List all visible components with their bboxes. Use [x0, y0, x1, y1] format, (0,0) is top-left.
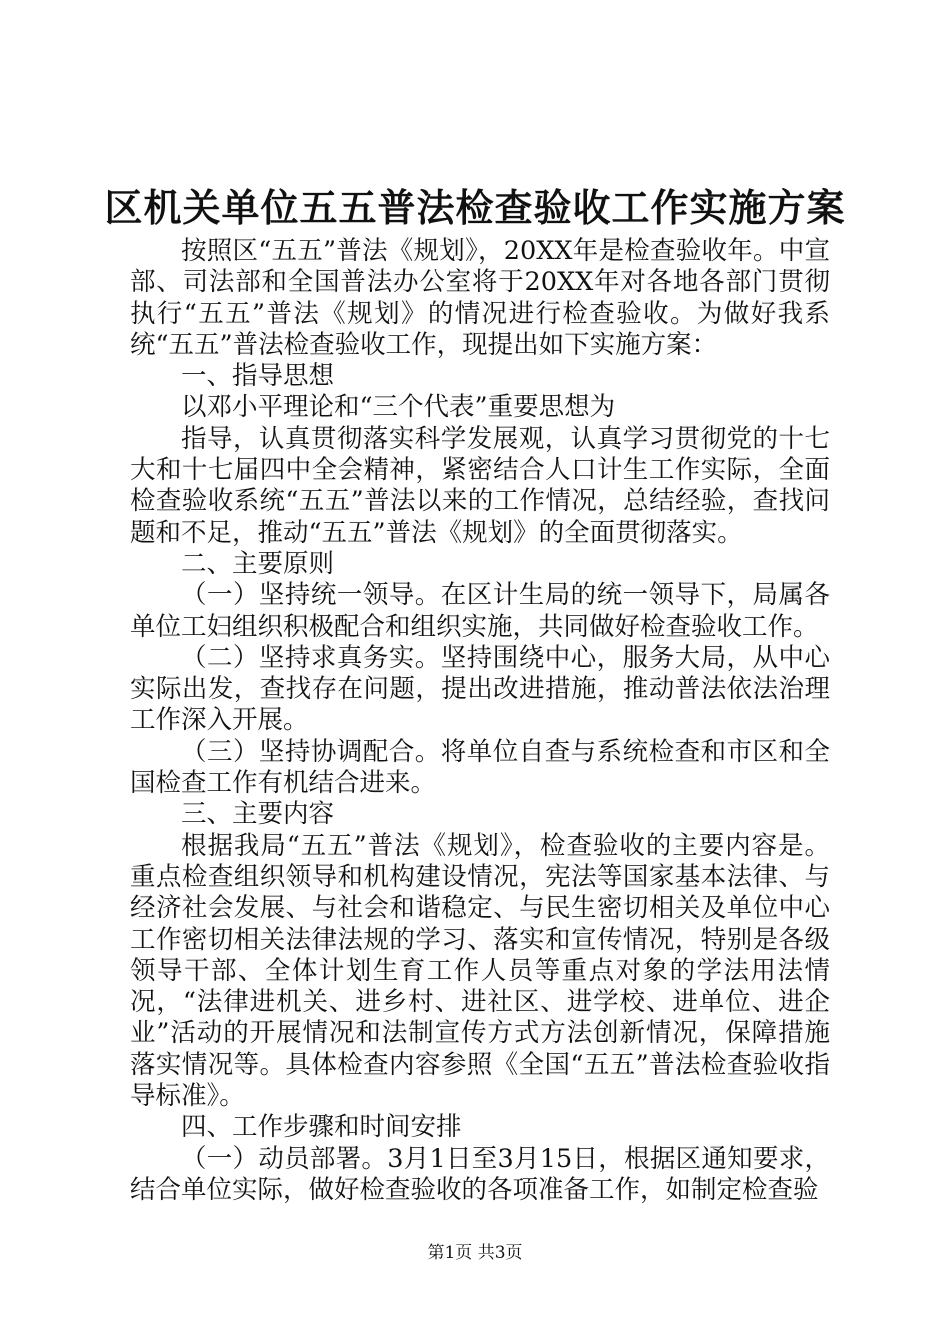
guiding-thought-line: 以邓小平理论和“三个代表”重要思想为: [181, 392, 616, 423]
page-footer: 第1页 共3页: [427, 1243, 523, 1263]
section-heading-principles: 二、主要原则: [181, 548, 335, 579]
section-heading-steps: 四、工作步骤和时间安排: [181, 1112, 462, 1143]
principle-3-paragraph: （三）坚持协调配合。将单位自查与系统检查和市区和全国检查工作有机结合进来。: [130, 736, 830, 799]
document-title: 区机关单位五五普法检查验收工作实施方案: [104, 185, 846, 230]
intro-paragraph: 按照区“五五”普法《规划》，20XX年是检查验收年。中宣部、司法部和全国普法办公室将于20XX年对各地各部门贯彻执行“五五”普法《规划》的情况进行检查验收。为做好我系统“五五”普法检查验收工作，现提出如下实施方案：: [130, 236, 830, 360]
section-heading-guiding-thought: 一、指导思想: [181, 361, 335, 392]
content-paragraph: 根据我局“五五”普法《规划》，检查验收的主要内容是。重点检查组织领导和机构建设情况，宪法等国家基本法律、与经济社会发展、与社会和谐稳定、与民生密切相关及单位中心工作密切相关法律法规的学习、落实和宣传情况，特别是各级领导干部、全体计划生育工作人员等重点对象的学法用法情况，“法律进机关、进乡村、进社区、进学校、进单位、进企业”活动的开展情况和法制宣传方式方法创新情况，保障措施落实情况等。具体检查内容参照《全国“五五”普法检查验收指导标准》。: [130, 830, 830, 1112]
step-1-paragraph: （一）动员部署。3月1日至3月15日，根据区通知要求，结合单位实际，做好检查验收的各项准备工作，如制定检查验: [130, 1143, 830, 1205]
principle-1-paragraph: （一）坚持统一领导。在区计生局的统一领导下，局属各单位工妇组织积极配合和组织实施，共同做好检查验收工作。: [130, 580, 830, 642]
section-heading-content: 三、主要内容: [181, 799, 335, 830]
guiding-thought-paragraph: 指导，认真贯彻落实科学发展观，认真学习贯彻党的十七大和十七届四中全会精神，紧密结合人口计生工作实际，全面检查验收系统“五五”普法以来的工作情况，总结经验，查找问题和不足，推动“五五”普法《规划》的全面贯彻落实。: [130, 423, 830, 548]
principle-2-paragraph: （二）坚持求真务实。坚持围绕中心，服务大局，从中心实际出发，查找存在问题，提出改进措施，推动普法依法治理工作深入开展。: [130, 642, 830, 736]
document-body: [130, 236, 830, 1206]
